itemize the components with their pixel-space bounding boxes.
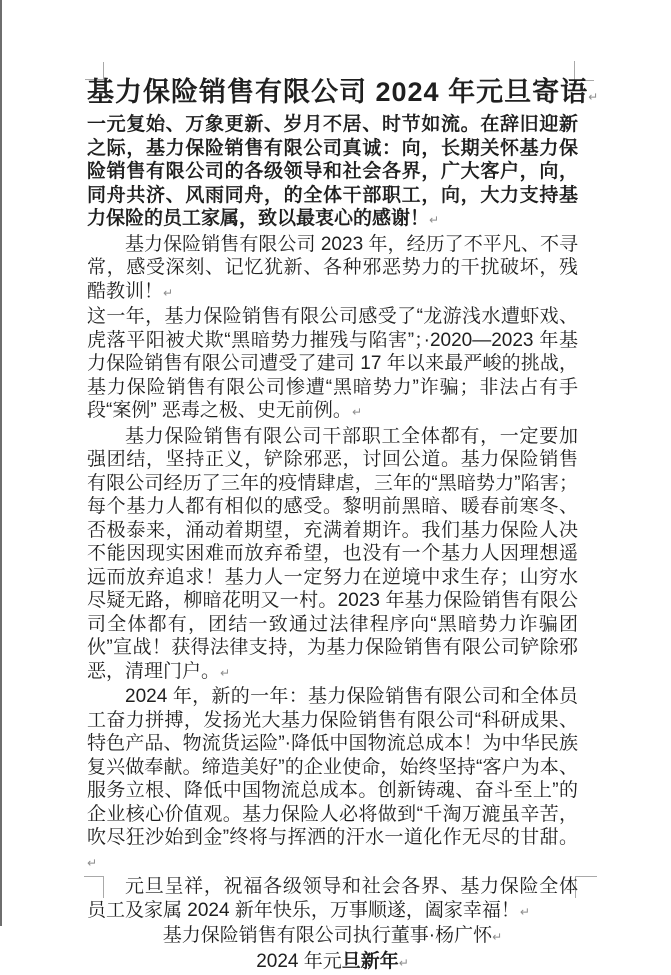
paragraph-text: 元旦呈祥，祝福各级领导和社会各界、基力保险全体员工及家属 2024 新年快乐，万事顺遂，阖家幸福！ — [87, 876, 578, 921]
paragraph-mark-icon: ↵ — [352, 405, 362, 419]
paragraph-mark-icon: ↵ — [87, 856, 97, 870]
paragraph-text: 基力保险销售有限公司 2023 年，经历了不平凡、不寻常，感受深刻、记忆犹新、各种邪恶势力的干扰破坏，残酷教训！ — [87, 234, 578, 302]
date-line[interactable] — [87, 950, 578, 975]
paragraph-mark-icon: ↵ — [220, 666, 230, 680]
paragraph-text: 基力保险销售有限公司干部职工全体都有，一定要加强团结，坚持正义，铲除邪恶，讨回公道。基力保险销售有限公司经历了三年的疫情肆虐，三年的“黑暗势力”陷害；每个基力人都有相似的感受。黎明前黑暗、暖春前寒冬、否极泰来，涌动着期望，充满着期许。我们基力保险人决不能因现实困难而放弃希望，也没有一个基力人因理想遥远而放弃追求！基力人一定努力在逆境中求生存；山穷水尽疑无路，柳暗花明又一村。2023 年基力保险销售有限公司全体都有，团结一致通过法律程序向“黑暗势力诈骗团伙”宣战！获得法律支持，为基力保险销售有限公司铲除邪恶，清理门户。 — [87, 426, 578, 682]
paragraph-blessing[interactable] — [87, 875, 578, 924]
paragraph-text: 这一年，基力保险销售有限公司感受了“龙游浅水遭虾戏、虎落平阳被犬欺“黑暗势力摧残与陷害”；·2020—2023 年基力保险销售有限公司遭受了建司 17 年以来最严峻的挑战，基力保险销售有限公司惨遭“黑暗势力”诈骗；非法占有手段“案例” 恶毒之极、史无前例。 — [87, 306, 578, 421]
paragraph-mark-icon: ↵ — [520, 905, 530, 919]
date-text: 2024 年元 — [256, 951, 342, 972]
crop-mark-bottom-right-icon — [575, 876, 597, 898]
signature-line[interactable] — [87, 924, 578, 950]
paragraph-mark-icon: ↵ — [163, 286, 173, 300]
paragraph-greeting[interactable] — [87, 113, 578, 233]
paragraph-2023-review[interactable] — [87, 233, 578, 306]
paragraph-text: 一元复始、万象更新、岁月不居、时节如流。在辞旧迎新之际，基力保险销售有限公司真诚：向，长期关怀基力保险销售有限公司的各级领导和社会各界，广大客户，向，同舟共济、风雨同舟，的全体干部职工，向，大力支持基力保险的员工家属，致以最衷心的感谢！ — [87, 114, 578, 229]
signature-text: 基力保险销售有限公司执行董事·杨广怀 — [163, 925, 492, 946]
paragraph-text: 2024 年，新的一年：基力保险销售有限公司和全体员工奋力拼搏，发扬光大基力保险销售有限公司“科研成果、特色产品、物流货运险”·降低中国物流总成本！为中华民族复兴做奉献。缔造美好”的企业使命，始终坚持“客户为本、服务立根、降低中国物流总成本。创新铸魂、奋斗至上”的企业核心价值观。基力保险人必将做到“千淘万漉虽辛苦，吹尽狂沙始到金”终将与挥洒的汗水一道化作无尽的甘甜。 — [87, 686, 578, 848]
paragraph-mark-icon: ↵ — [492, 930, 502, 944]
document-title-text: 基力保险销售有限公司 2024 年元旦寄语 — [87, 77, 588, 107]
document-title[interactable] — [87, 76, 578, 113]
paragraph-mark-icon: ↵ — [588, 90, 598, 104]
paragraph-this-year[interactable] — [87, 305, 578, 425]
paragraph-2024-outlook[interactable] — [87, 685, 578, 875]
paragraph-unity[interactable] — [87, 425, 578, 686]
paragraph-mark-icon: ↵ — [429, 213, 439, 227]
date-text-bold: 旦新年 — [342, 951, 399, 972]
page-edge-line — [0, 0, 2, 926]
paragraph-mark-icon: ↵ — [399, 956, 409, 970]
text-area — [87, 76, 578, 975]
